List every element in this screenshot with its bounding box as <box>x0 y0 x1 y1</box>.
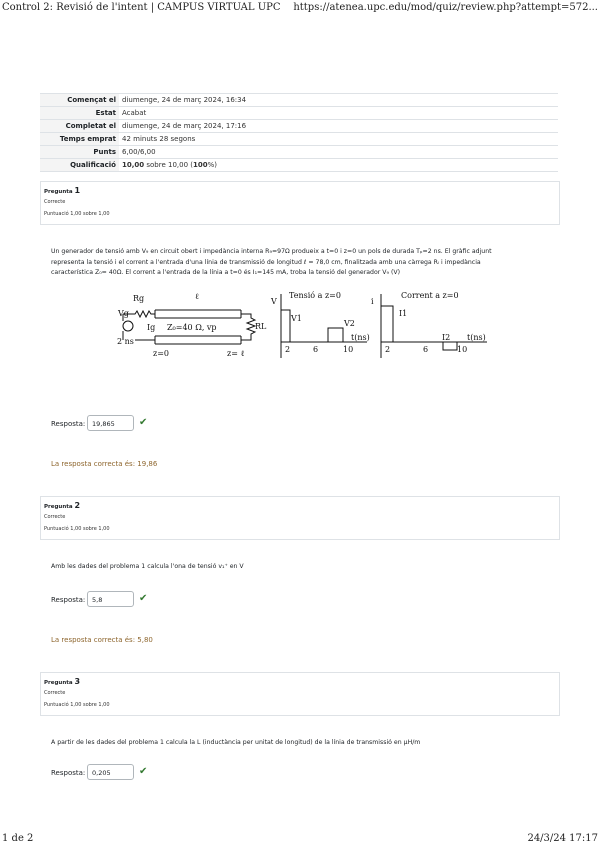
answer-label: Resposta: <box>51 596 86 604</box>
summary-label: Qualificació <box>40 159 119 172</box>
v2-label: V2 <box>344 319 355 328</box>
summary-label: Completat el <box>40 120 119 133</box>
question-number: Pregunta 1 <box>44 186 81 195</box>
current-x-label: t(ns) <box>467 333 486 342</box>
summary-row <box>40 146 558 159</box>
tab-title: Control 2: Revisió de l'intent | CAMPUS VIRTUAL UPC <box>2 2 281 13</box>
question-info-2 <box>40 496 560 540</box>
question-text-2: Amb les dades del problema 1 calcula l'ona de tensió v₁⁺ en V <box>51 563 244 570</box>
question-grade: Puntuació 1,00 sobre 1,00 <box>44 211 110 217</box>
question-info-3 <box>40 672 560 716</box>
i1-label: I1 <box>399 309 408 318</box>
question-text-1: Un generador de tensió amb V₉ en circuit obert i impedància interna R₉=97Ω produeix a t=0 i z=0 un pols de durada Tₚ=2 ns. El gràfic adjunt representa la tensió i el corrent a l'entrada d'una línia de transmissió de longitud ℓ = 78,0 cm, finalitzada amb una càrrega Rₗ i impedància característica Z₀= 40Ω. El corrent a l'entrada de la línia a t=0 és I₁=145 mA, troba la tensió del generador V₉ (V) <box>51 248 492 276</box>
current-title: Corrent a z=0 <box>401 291 459 300</box>
question-state: Correcte <box>44 199 66 205</box>
question-grade: Puntuació 1,00 sobre 1,00 <box>44 702 110 708</box>
tick-label: 2 <box>285 345 291 354</box>
question-number: Pregunta 2 <box>44 501 81 510</box>
summary-label: Estat <box>40 107 119 120</box>
question-text-3: A partir de les dades del problema 1 calcula la L (inductància per unitat de longitud) de la línia de transmissió en μH/m <box>51 739 421 746</box>
rg-label: Rg <box>133 294 145 303</box>
correct-check-icon: ✔ <box>139 417 148 428</box>
correct-check-icon: ✔ <box>139 766 148 777</box>
circuit-schematic <box>117 292 267 358</box>
answer-label: Resposta: <box>51 769 86 777</box>
pulse-label: 2 ns <box>117 337 134 346</box>
summary-row <box>40 159 558 172</box>
summary-label: Punts <box>40 146 119 159</box>
vg-label: Vg <box>118 309 129 318</box>
line-params-label: Z₀=40 Ω, vp <box>167 323 217 332</box>
print-footer <box>0 833 600 847</box>
answer-input[interactable]: 19,865 <box>87 415 134 431</box>
question-grade: Puntuació 1,00 sobre 1,00 <box>44 526 110 532</box>
question-state: Correcte <box>44 690 66 696</box>
summary-row <box>40 94 558 107</box>
answer-label: Resposta: <box>51 420 86 428</box>
tick-label: 6 <box>423 345 429 354</box>
summary-value: Acabat <box>119 107 558 120</box>
page-url[interactable]: https://atenea.upc.edu/mod/quiz/review.php?attempt=572... <box>293 2 598 13</box>
question-info-1 <box>40 181 560 225</box>
summary-label: Començat el <box>40 94 119 107</box>
tick-label: 6 <box>313 345 319 354</box>
current-plot <box>371 291 487 358</box>
voltage-x-label: t(ns) <box>351 333 370 342</box>
correct-answer-text: La resposta correcta és: 19,86 <box>51 460 158 468</box>
question-number: Pregunta 3 <box>44 677 81 686</box>
print-datetime: 24/3/24 17:17 <box>527 833 598 844</box>
tick-label: 10 <box>457 345 468 354</box>
summary-row <box>40 107 558 120</box>
correct-check-icon: ✔ <box>139 593 148 604</box>
source-symbol <box>123 321 133 331</box>
circuit-figure <box>115 286 495 366</box>
ig-label: Ig <box>147 323 156 332</box>
summary-row <box>40 120 558 133</box>
voltage-y-label: V <box>271 297 277 306</box>
i2-label: I2 <box>442 333 451 342</box>
z0-label: z=0 <box>153 349 170 358</box>
rl-label: RL <box>255 322 267 331</box>
print-header <box>0 2 600 16</box>
tick-label: 2 <box>385 345 391 354</box>
v1-label: V1 <box>291 314 302 323</box>
tick-label: 10 <box>343 345 354 354</box>
summary-label: Temps emprat <box>40 133 119 146</box>
summary-value: 6,00/6,00 <box>119 146 558 159</box>
voltage-title: Tensió a z=0 <box>289 291 341 300</box>
answer-input[interactable]: 0,205 <box>87 764 134 780</box>
current-y-label: i <box>371 297 374 306</box>
line-length-label: ℓ <box>195 292 199 301</box>
answer-input[interactable]: 5,8 <box>87 591 134 607</box>
zl-label: z= ℓ <box>227 349 245 358</box>
summary-value: diumenge, 24 de març 2024, 17:16 <box>119 120 558 133</box>
summary-value: diumenge, 24 de març 2024, 16:34 <box>119 94 558 107</box>
summary-value: 42 minuts 28 segons <box>119 133 558 146</box>
grade-value: 10,00 sobre 10,00 (100%) <box>119 159 558 172</box>
attempt-summary-table <box>40 93 558 172</box>
voltage-plot <box>270 291 370 358</box>
summary-row <box>40 133 558 146</box>
page-count: 1 de 2 <box>2 833 34 844</box>
correct-answer-text: La resposta correcta és: 5,80 <box>51 636 153 644</box>
question-state: Correcte <box>44 514 66 520</box>
